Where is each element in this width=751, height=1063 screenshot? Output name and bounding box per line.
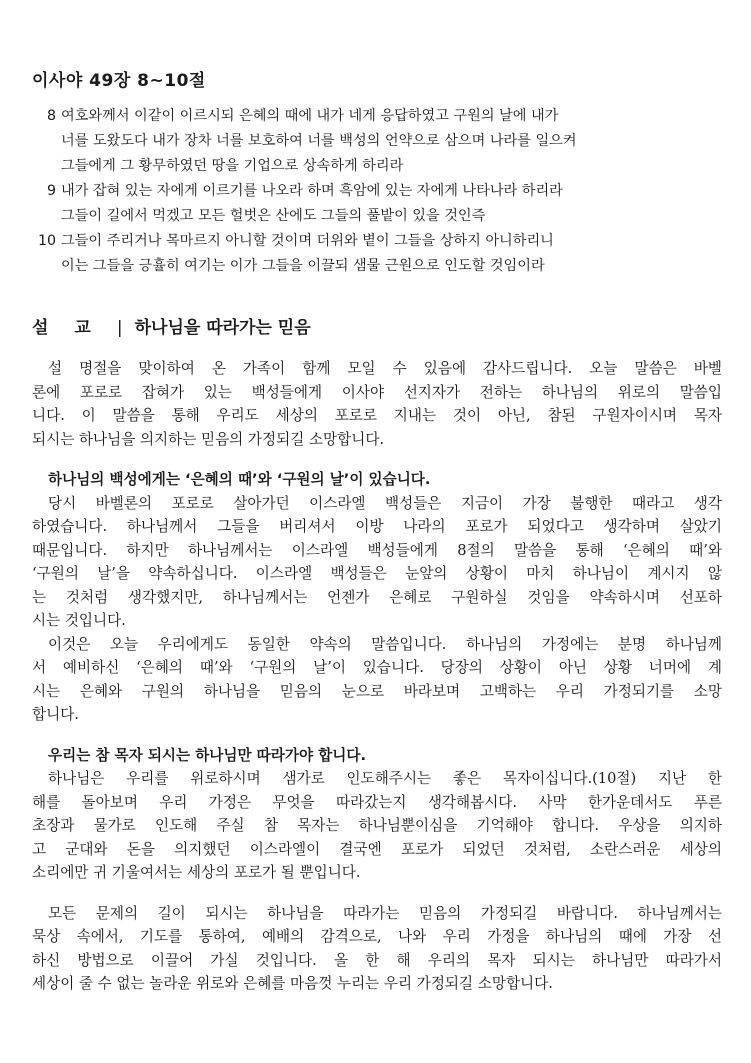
verse-line: 그들이 주리거나 목마르지 아니할 것이며 더위와 볕이 그들을 상하지 아니하리니 (61, 233, 554, 249)
text-line: 합니다. (32, 706, 79, 723)
text-line: 때문입니다. 하지만 하나님께서는 이스라엘 백성들에게 8절의 말씀을 통해 ‘은혜의 때’와 (32, 541, 722, 559)
verse-line: 너를 도왔도다 내가 장차 너를 보호하여 너를 백성의 언약으로 삼으며 나라를 일으켜 (61, 133, 577, 149)
verse-number: 9 (46, 183, 56, 199)
sermon-body (32, 357, 722, 996)
intro-paragraph (32, 357, 722, 451)
verse-line: 그들에게 그 황무하였던 땅을 기업으로 상속하게 하리라 (61, 158, 404, 174)
verse-line: 그들이 길에서 먹겠고 모든 헐벗은 산에도 그들의 풀밭이 있을 것인즉 (61, 208, 486, 224)
verse-number: 8 (46, 108, 56, 124)
text-line: 해를 돌아보며 우리 가정은 무엇을 따라갔는지 생각해봅시다. 사막 한가운데서도 푸른 (32, 793, 722, 811)
text-line: 하였습니다. 하나님께서 그들을 버리셔서 이방 나라의 포로가 되었다고 생각하며 살았기 (32, 518, 722, 535)
scripture-title: 이사야 49장 8~10절 (32, 71, 206, 91)
text-line: 하나님은 우리를 위로하시며 샘가로 인도해주시는 좋은 목자이십니다.(10절) 지난 한 (48, 770, 722, 787)
text-line: 묵상 속에서, 기도를 통하여, 예배의 감격으로, 나와 우리 가정을 하나님의 때에 가장 선 (32, 928, 722, 945)
text-line: 설 명절을 맞이하여 온 가족이 함께 모일 수 있음에 감사드립니다. 오늘 말씀은 바벨 (48, 360, 722, 377)
verse-line: 내가 잡혀 있는 자에게 이르기를 나오라 하며 흑암에 있는 자에게 나타나라 하리라 (61, 183, 563, 199)
text-line: 초장과 물가로 인도해 주실 참 목자는 하나님뿐이심을 기억해야 합니다. 우상을 의지하 (32, 817, 722, 834)
header-separator: | (116, 318, 123, 338)
text-line: 소리에만 귀 기울여서는 세상의 포로가 될 뿐입니다. (32, 864, 361, 881)
text-line: 서 예비하신 ‘은혜의 때’와 ‘구원의 날’이 있습니다. 당장의 상황이 아닌 상황 너머에 계 (32, 659, 722, 676)
verse-line: 여호와께서 이같이 이르시되 은혜의 때에 내가 네게 응답하였고 구원의 날에 내가 (61, 108, 559, 124)
text-line: 시는 것입니다. (32, 612, 126, 629)
text-line: 는 것처럼 생각했지만, 하나님께서는 언젠가 은혜로 구원하실 것임을 약속하시며 선포하 (32, 588, 722, 606)
paragraph (32, 767, 722, 885)
text-line: 니다. 이 말씀을 통해 우리도 세상의 포로로 지내는 것이 아닌, 참된 구원자이시며 목자 (32, 407, 722, 424)
text-line: ‘구원의 날’을 약속하십니다. 이스라엘 백성들은 눈앞의 상황이 마치 하나님이 계시지 않 (32, 565, 722, 582)
text-line: 이것은 오늘 우리에게도 동일한 약속의 말씀입니다. 하나님의 가정에는 분명 하나님께 (48, 635, 722, 653)
text-line: 세상이 줄 수 없는 놀라운 위로와 은혜를 마음껏 누리는 우리 가정되길 소망합니다. (32, 975, 553, 992)
verse-number: 10 (37, 233, 56, 249)
text-line: 고 군대와 돈을 의지했던 이스라엘이 결국엔 포로가 되었던 것처럼, 소란스러운 세상의 (32, 840, 722, 858)
text-line: 모든 문제의 길이 되시는 하나님을 따라가는 믿음의 가정되길 바랍니다. 하나님께서는 (48, 904, 722, 922)
paragraph (32, 633, 722, 727)
sermon-header (32, 313, 311, 338)
verse (32, 179, 722, 229)
verse (32, 104, 722, 179)
scripture-passage (32, 104, 722, 279)
verse-line: 이는 그들을 긍휼히 여기는 이가 그들을 이끌되 샘물 근원으로 인도할 것임이라 (61, 258, 545, 274)
paragraph (32, 492, 722, 633)
text-line: 당시 바벨론의 포로로 살아가던 이스라엘 백성들은 지금이 가장 불행한 때라고 생각 (48, 494, 722, 512)
text-line: 되시는 하나님을 의지하는 믿음의 가정되길 소망합니다. (32, 430, 385, 448)
verse (32, 229, 722, 279)
sermon-title: 하나님을 따라가는 믿음 (134, 318, 311, 338)
text-line: 론에 포로로 잡혀가 있는 백성들에게 이사야 선지자가 전하는 하나님의 위로의 말씀입 (32, 383, 722, 401)
sermon-label: 설교 (32, 318, 117, 338)
text-line: 시는 은혜와 구원의 하나님을 믿음의 눈으로 바라보며 고백하는 우리 가정되기를 소망 (32, 682, 722, 700)
section-heading: 하나님의 백성에게는 ‘은혜의 때’와 ‘구원의 날’이 있습니다. (48, 471, 431, 488)
closing-paragraph (32, 902, 722, 996)
text-line: 하신 방법으로 이끌어 가실 것입니다. 올 한 해 우리의 목자 되시는 하나님만 따라가서 (32, 951, 722, 969)
section-heading: 우리는 참 목자 되시는 하나님만 따라가야 합니다. (48, 746, 366, 764)
